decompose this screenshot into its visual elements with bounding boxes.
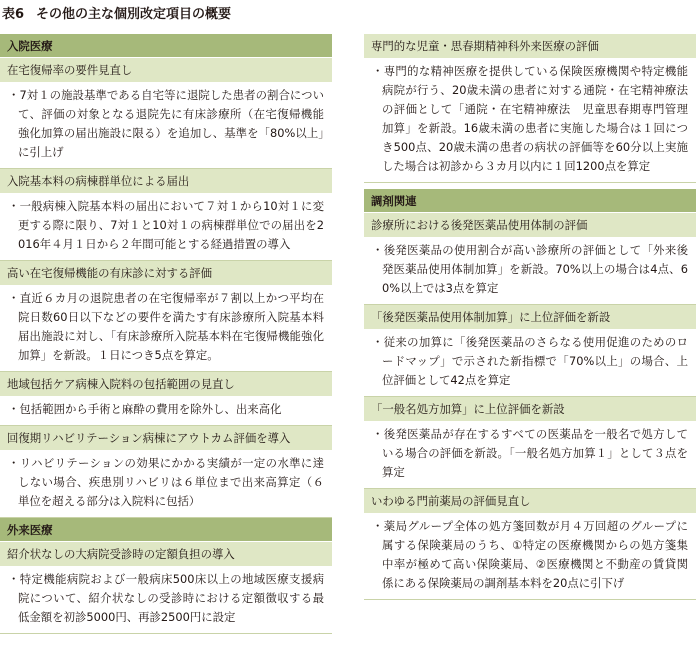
- category-inpatient: 入院医療: [0, 34, 332, 58]
- item-community-care-ward: [0, 396, 332, 426]
- category-outpatient: 外来医療: [0, 518, 332, 542]
- subheading-clinic-home-return: 高い在宅復帰機能の有床診に対する評価: [0, 261, 332, 285]
- item-text: ・ 後発医薬品の使用割合が高い診療所の評価として「外来後発医薬品使用体制加算」を新設。70%以上の場合は4点、60%以上では3点を算定: [372, 241, 688, 298]
- subheading-fixed-charge: 紹介状なしの大病院受診時の定額負担の導入: [0, 542, 332, 566]
- item-clinic-generic: [364, 237, 696, 305]
- subheading-generic-system-bonus: 「後発医薬品使用体制加算」に上位評価を新設: [364, 305, 696, 329]
- item-text: ・ 薬局グループ全体の処方箋回数が月４万回超のグループに属する保険薬局のうち、①特定の医療機関からの処方箋集中率が極めて高い保険薬局、②医療機関と不動産の賃貸関係にある保険薬局の調剤基本料を20点に引下げ: [372, 517, 688, 593]
- table-title-text: その他の主な個別改定項目の概要: [36, 7, 232, 22]
- item-text: ・ 一般病棟入院基本料の届出において７対１から10対１に変更する際に限り、7対１と10対１の病棟群単位での届出を2016年４月１日から２年間可能とする経過措置の導入: [8, 197, 324, 254]
- table-title: [2, 6, 231, 24]
- item-ward-group-filing: [0, 193, 332, 261]
- subheading-generic-name-prescription: 「一般名処方加算」に上位評価を新設: [364, 397, 696, 421]
- item-rehab-outcome: [0, 450, 332, 518]
- left-column: [0, 34, 332, 671]
- item-clinic-home-return: [0, 285, 332, 372]
- category-dispensing: 調剤関連: [364, 189, 696, 213]
- subheading-clinic-generic: 診療所における後発医薬品使用体制の評価: [364, 213, 696, 237]
- subheading-child-psychiatry: 専門的な児童・思春期精神科外来医療の評価: [364, 34, 696, 58]
- item-generic-system-bonus: [364, 329, 696, 397]
- item-gate-pharmacy: [364, 513, 696, 600]
- item-text: ・ 特定機能病院および一般病床500床以上の地域医療支援病院について、紹介状なしの受診時における定額徴収する最低金額を初診5000円、再診2500円に設定: [8, 570, 324, 627]
- item-text: ・ リハビリテーションの効果にかかる実績が一定の水準に達しない場合、疾患別リハビリは６単位まで出来高算定（６単位を超える部分は入院料に包括）: [8, 454, 324, 511]
- table-number: 表6: [2, 7, 25, 22]
- item-text: ・ 7対１の施設基準である自宅等に退院した患者の割合について、評価の対象となる退院先に有床診療所（在宅復帰機能強化加算の届出施設に限る）を追加し、基準を「80%以上」に引上げ: [8, 86, 324, 162]
- item-text: ・ 専門的な精神医療を提供している保険医療機関や特定機能病院が行う、20歳未満の患者に対する通院・在宅精神療法の評価として「通院・在宅精神療法 児童思春期専門管理加算」を新設。16歳未満の患者に実施した場合は１回につき500点、20歳未満の患者の病状の評価等を60分以上実施した場合は初診から３カ月以内に１回1200点を算定: [372, 62, 688, 176]
- item-text: ・ 包括範囲から手術と麻酔の費用を除外し、出来高化: [8, 400, 324, 419]
- subheading-ward-group-filing: 入院基本料の病棟群単位による届出: [0, 169, 332, 193]
- subheading-home-return-rate: 在宅復帰率の要件見直し: [0, 58, 332, 82]
- item-text: ・ 後発医薬品が存在するすべての医薬品を一般名で処方している場合の評価を新設。「一般名処方加算１」として３点を算定: [372, 425, 688, 482]
- subheading-community-care-ward: 地域包括ケア病棟入院料の包括範囲の見直し: [0, 372, 332, 396]
- subheading-rehab-outcome: 回復期リハビリテーション病棟にアウトカム評価を導入: [0, 426, 332, 450]
- subheading-gate-pharmacy: いわゆる門前薬局の評価見直し: [364, 489, 696, 513]
- item-home-return-rate: [0, 82, 332, 169]
- item-text: ・ 従来の加算に「後発医薬品のさらなる使用促進のためのロードマップ」で示された新指標で「70%以上」の場合、上位評価として42点を算定: [372, 333, 688, 390]
- item-generic-name-prescription: [364, 421, 696, 489]
- item-child-psychiatry: [364, 58, 696, 183]
- item-text: ・ 直近６カ月の退院患者の在宅復帰率が７割以上かつ平均在院日数60日以下などの要件を満たす有床診療所入院基本料届出施設に対し、「有床診療所入院基本料在宅復帰機能強化加算」を新設。１日につき5点を算定。: [8, 289, 324, 365]
- right-column: [364, 34, 696, 671]
- item-fixed-charge: [0, 566, 332, 634]
